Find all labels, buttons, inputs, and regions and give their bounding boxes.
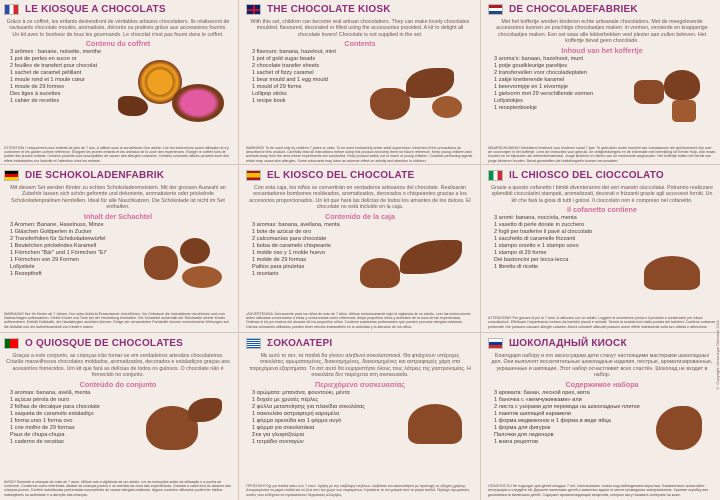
list-item: 1 sacchetto di caramelle frizzanti <box>494 236 576 243</box>
list-item: 1 Gläschen Goldperlen in Zucker <box>10 228 92 235</box>
contents-heading: Contenido de la caja <box>325 211 395 221</box>
contents-heading: Содержимое набора <box>565 379 639 389</box>
list-item: 1 stampo di 29 forme <box>494 250 547 257</box>
panel-german <box>0 166 236 330</box>
chocolate-illustration <box>634 70 714 126</box>
contents-heading: Contenu du coffret <box>85 39 151 49</box>
list-item: 1 книга рецептов <box>494 438 538 445</box>
safety-warning: ΠΡΟΣΟΧΗ! Όχι για παιδιά κάτω των 7 ετών. Χρήση με την επίβλεψη ενηλίκων. Διαβάστε και ακολουθήστε με προσοχή τις οδηγίες χρήσης. Απομακρύνετε τα μικρά παιδιά και τα ζώα από τον χώρο των πειραμάτων. Κρατήστε το σετ μακριά από τα μικρά παιδιά. Περιέχει αρωματικές ουσίες που ενδέχεται να προκαλέσουν δερματικές αλλεργίες. <box>246 484 470 497</box>
list-item: 1 recipe book <box>252 98 286 105</box>
panel-dutch <box>484 0 720 164</box>
panel-spanish <box>242 166 478 330</box>
list-item: 3 αρώματα: μπανάνα, φουντούκι, μέντα <box>252 389 350 396</box>
safety-warning: WARNUNG! Nur für Kinder ab 7 Jahren. Nur unter Aufsicht Erwachsener durchführen. Vor Gebrauch die Instruktionen durchlesen und zum Nachschlagen aufbewahren. Kleine Kinder und Tiere bei der Herstellung fernhalten. Die Schachtel außerhalb der Reichweite kleiner Kinder aufbewahren. Enthält Duftstoffe, die Hautallergien auslösen können. Einige der verwendeten Farbstoffe können unerwünschte Wirkungen auf die Aktivität und die Aufmerksamkeit von Kindern haben. <box>4 311 229 329</box>
list-item: 1 φόρμα αρκούδα και 1 φόρμα αυγό <box>252 417 342 424</box>
list-item: 3 aromi: banana, nocciola, menta <box>494 215 577 222</box>
safety-warning: ¡ADVERTENCIA! Únicamente para los niños de más de 7 años. Utilizar exclusivamente bajo la vigilancia de un adulto. Leer las instrucciones antes utilizadas conformarse a éstas y conservarlas como referencia. Alejar pequeños niños y animales de la zona de las experiencias. Ordenar el kit por encima del alcance de los pequeños niños. Contiene sustancias perfumantes que pueden provocar alergias cutáneas. Ciertos colorantes utilizados pueden tener efectos indeseables en la actividad y la atención de los niños. <box>246 311 471 329</box>
germany-flag-icon <box>4 170 19 181</box>
list-item: 2 φύλλα μεταποίησης για πλακίδια σοκολάτας <box>252 403 365 410</box>
list-item: 1 пакетик шипящей карамели <box>494 410 571 417</box>
netherlands-flag-icon <box>488 4 503 15</box>
list-item: 1 vasetto di perle dorate in zucchero <box>494 222 585 229</box>
france-flag-icon <box>4 4 19 15</box>
panel-intro: Graças a este conjunto, as crianças irão tornar-se em verdadeiros artesãos chocolateiros. Criarão maravilhosos chocolates moldados, aromatizados, decorados e estaladiços graças aos acessórios fornecidos. Um kit que fará as delícias de todos os gulosos. O chocolate não é fornecido no conjunto. <box>6 353 230 379</box>
list-item: 1 stampo orsetto e 1 stampo uovo <box>494 243 579 250</box>
chocolate-illustration <box>140 236 230 296</box>
list-item: 1 beervormpje en 1 eivormpje <box>494 83 568 90</box>
panel-title: ШОКОЛАДНЫЙ КИОСК <box>509 338 627 349</box>
list-item: 2 transfervellen voor chocoladeplaten <box>494 69 587 76</box>
list-item: Des tiges à sucettes <box>10 91 61 98</box>
panel-portuguese <box>0 334 236 498</box>
list-item: 1 Beutelchen prickelndes Karamell <box>10 242 97 249</box>
panel-intro: Благодаря набору и его аксессуарам дети станут настоящими мастерами шоколадных дел. Они выполнят восхитительные шоколадные изделия, пестрые, ароматизированные, украшенные и шипящие. Этот набор осчастливит всех сластён. Шоколад не входит в набор. <box>491 353 713 379</box>
list-item: 3 аромата: банан, лесной орех, мята <box>494 389 590 396</box>
list-item: 2 feuilles de transfert pour chocolat <box>10 63 98 70</box>
panel-russian <box>484 334 720 498</box>
list-item: 1 molde oso y 1 molde huevo <box>252 249 326 256</box>
panel-title: ΣΟΚΟΛΑΤΕΡΙ <box>267 338 333 349</box>
list-item: Lollystokjes <box>494 97 523 104</box>
uk-flag-icon <box>246 4 261 15</box>
list-item: 2 fogli per trasferire il pavé al cioccolato <box>494 229 593 236</box>
row-divider <box>0 332 720 333</box>
list-item: 1 Rezeptheft <box>10 270 42 277</box>
list-item: Dei bastoncini per lecca-lecca <box>494 257 569 264</box>
list-item: 1 saqueta de caramelo estaladiço <box>10 410 94 417</box>
list-item: 1 zakje knetterende karamel <box>494 76 565 83</box>
list-item: 1 Förmchen "Bär" und 1 Förmchen "Ei" <box>10 249 107 256</box>
panel-intro: With this set, children can become real artisan chocolatiers. They can make lovely chocolates moulded, flavoured, decorated or filled using the accessories provided. A kit to delight all chocolate lovers! Chocolate is not supplied in the set. <box>250 19 470 38</box>
list-item: 1 moule de 29 formes <box>10 84 65 91</box>
contents-heading: Inhoud van het koffertje <box>561 45 643 55</box>
chocolate-illustration <box>360 240 470 294</box>
chocolate-illustration <box>402 400 472 454</box>
list-item: Paus de chupa-chupa <box>10 431 65 438</box>
contents-heading: Inhalt der Schachtel <box>83 211 153 221</box>
list-item: 1 pot of gold sugar beads <box>252 56 316 63</box>
list-item: 1 δοχείο με χρυσές πέρλες <box>252 396 319 403</box>
russia-flag-icon <box>488 338 503 349</box>
column-divider <box>238 0 239 500</box>
panel-title: O QUIOSQUE DE CHOCOLATES <box>25 338 183 349</box>
list-item: 1 sachet of fizzy caramel <box>252 70 314 77</box>
list-item: 1 bear mould and 1 egg mould <box>252 77 328 84</box>
panel-intro: Grazie a questo cofanetto i bimbi diventeranno dei veri maestri cioccolatai. Potranno realizzare splendidi cioccolatini stampati, aromatizzati, decorati o frizzanti grazie agli accessori forniti. Un kit che farà la gioia di tutti i golosi. Il cioccolato non è compreso nel cofanetto. <box>491 185 713 204</box>
panel-french <box>0 0 236 164</box>
list-item: 1 mould of 29 forms <box>252 84 302 91</box>
list-item: 3 aroma's: banaan, hazelnoot, munt <box>494 55 584 62</box>
list-item: Στικ για γλειφιτζούρια <box>252 431 305 438</box>
list-item: 1 caderno de receitas <box>10 438 64 445</box>
list-item: Палочки для леденцов <box>494 431 554 438</box>
portugal-flag-icon <box>4 338 19 349</box>
list-item: 1 σακουλάκι αστραφτερή καραμέλα <box>252 410 340 417</box>
row-divider <box>0 164 720 165</box>
list-item: 1 gietvorm met 29 verschillende vormen <box>494 90 594 97</box>
list-item: 1 Förmchen von 29 Formen <box>10 256 80 263</box>
safety-warning: ATTENZIONE! Per giovani di più di 7 anni. A utilizzare con un adulto. Leggere le avvertenze prima e il prodotto e conservarle per future consultazioni. Effettuare l'esperimento lontano da bambini piccoli e animali. Tenere la scatola fuori dalla portata dei bambini. Contiene sostanze profumate che possono causare allergie cutanee. Alcuni coloranti utilizzati possono avere effetti indesiderati sulla loro attività e attenzione. <box>488 316 716 329</box>
list-item: 1 forma urso 1 forma ovo <box>10 417 73 424</box>
panel-intro: Mit diesem Set werden Kinder zu echten Schokoladenmeistern. Mit der grossen Auswahl an Zubehör lassen sich schön geformte und dekorierte, aromatisierte oder prickelnde Schokoladenpralinen herstellen. Ideal für alle Naschkatzen. Die Schokolade ist nicht im Set enthalten. <box>10 185 226 211</box>
list-item: 2 Transferfolien für Schokoladenwürfel <box>10 235 106 242</box>
list-item: 1 форма медвежонок и 1 форма в виде яйца <box>494 417 611 424</box>
list-item: 1 recetario <box>252 270 279 277</box>
list-item: 3 Aromen: Banane, Haselnuss, Minze <box>10 221 104 228</box>
list-item: 1 potje goudkleurige pareltjes <box>494 62 568 69</box>
list-item: 1 форма для фигурок <box>494 424 551 431</box>
panel-title: IL CHIOSCO DEL CIOCCOLATO <box>509 170 664 181</box>
list-item: Lollipop sticks <box>252 91 287 98</box>
panel-title: DE CHOCOLADEFABRIEK <box>509 4 638 15</box>
list-item: 1 pot de perles en sucre or <box>10 56 77 63</box>
panel-greek <box>242 334 478 498</box>
chocolate-illustration <box>634 252 714 296</box>
list-item: 1 баночка с «жемчужинками» или <box>494 396 582 403</box>
list-item: 3 aromas: banana, avellana, menta <box>252 221 340 228</box>
list-item: 2 листа с узорами для перевода на шоколадные плитки <box>494 403 640 410</box>
panel-title: EL KIOSCO DEL CHOCOLATE <box>267 170 415 181</box>
spain-flag-icon <box>246 170 261 181</box>
chocolate-illustration <box>118 56 228 126</box>
contents-heading: Conteúdo do conjunto <box>79 379 157 389</box>
chocolate-illustration <box>652 400 708 460</box>
list-item: 3 aromas: banana, avelã, menta <box>10 389 91 396</box>
safety-warning: WAARSCHUWING! Uitsluitend bestemd voor kinderen vanaf 7 jaar. Te gebruiken onder toezicht van volwassenen die geïnformeerd zijn over de voorzorgen in het koffertje. Lees de instructies voor gebruik, de veiligheidsregels en de informatie met betrekking tot Eerste Hulp, zich eraan houden en ze bijhouden als referentiemateriaal. Jonge kinderen en dieren van de werkruimte weghouden. Het koffertje buiten het bereik van jonge kinderen houden. Bevat geurstoffen die huidallergieën kunnen veroorzaken. <box>488 145 716 163</box>
greece-flag-icon <box>246 338 261 349</box>
panel-intro: Met het koffertje worden kinderen echte artisanale chocolatiers. Met de meegeleverde accessoires kunnen ze prachtige chocolaatjes maken: in vormen, versierde en knapperige chocolaatjes maken. Een set waar alle lekkerbekken veel plezier aan zullen beleven. Het koffertje bevat geen chocolade. <box>496 19 708 45</box>
list-item: 2 folhas de decalque para chocolate <box>10 403 100 410</box>
list-item: Palitos para piruletas <box>252 263 305 270</box>
list-item: 1 libretto di ricette <box>494 264 539 271</box>
safety-warning: AVISO! Somente a crianças de mais de 7 anos. Utilizar sob a vigilância de um adulto. Ler as instruções antes da utilização e a ponha-se conforme. Conservar como referência. Afastar as crianças jovens e os animais da zona das experiências. Guardar a caixa fora do alcance das crianças jovens. Contém substâncias perfumadas susceptíveis de causar alergias cutâneas. Alguns corantes utilizados podem ter efeitos indesejáveis na actividade e a atenção das crianças. <box>4 479 231 497</box>
italy-flag-icon <box>488 170 503 181</box>
panel-english <box>242 0 478 164</box>
list-item: 1 cahier de recettes <box>10 98 60 105</box>
contents-heading: Contents <box>344 39 376 49</box>
list-item: 1 receptenboekje <box>494 104 537 111</box>
list-item: 1 bolsa de caramelo chispeante <box>252 242 331 249</box>
panel-title: DIE SCHOKOLADENFABRIK <box>25 170 165 181</box>
safety-warning: ATTENTION ! Uniquement pour enfants de plus de 7 ans. A utiliser sous la surveillance d'un adulte. Lire les instructions avant utilisation et s'y conformer et les garder comme référence. Éloigner les jeunes enfants et les animaux de la zone des expériences. Ranger le coffret hors de portée des jeunes enfants. Certains produits sont susceptibles de causer des allergies cutanées. Certains colorants utilisés peuvent avoir des effets indésirables sur l'activité et l'attention chez les enfants. <box>4 145 229 163</box>
copyright-notice: © Copyright Vérronique Debroise 2011 <box>715 320 720 391</box>
list-item: 1 moule rond et 1 moule cœur <box>10 77 85 84</box>
list-item: 3 arômes : banane, noisette, menthe <box>10 49 102 56</box>
safety-warning: WARNING! To be used only by children 7 years or older. To be used exclusively under adult supervision, informed of the precautions as described in this product. Carefully read all instructions before using this product and keep them for future reference. Keep young children and animals away from the area where experiments are conducted. Keep product safely out of reach of young children. Contains perfuming agents which may cause skin allergies. Some colourants may have an adverse effect on activity and attention in children. <box>246 145 473 163</box>
panel-intro: Con esta caja, los niños se convertirán en verdaderos artesanos del chocolate. Realizarán encantadores bombones moldeados, aromatizados, decorados o chispeantes gracias a los accesorios proporcionados. Un kit que hará las delicias de todos los amantes de los dulces. El chocolate no está incluido en la caja. <box>249 185 471 211</box>
list-item: 1 molde de 29 formas <box>252 256 307 263</box>
list-item: 3 flavours: banana, hazelnut, mint <box>252 49 336 56</box>
panel-intro: Με αυτό το σετ, τα παιδιά θα γίνουν αληθινοί σοκολατοποιοί. Θα φτιάχνουν υπέροχες σοκολάτες αρωματισμένες, διακοσμημένες, διακοσμημένες και αστραφτερές χάρη στα παρεχόμενα εξαρτήματα. Το σετ αυτό θα ευχαριστήσει όλους τους λάτρεις της γαστρονομίας. Η σοκολάτα δεν παρέχεται στη συσκευασία. <box>249 353 471 379</box>
list-item: 1 φόρμα για σοκολατάκια <box>252 424 315 431</box>
chocolate-illustration <box>370 62 470 128</box>
panel-title: LE KIOSQUE A CHOCOLATS <box>25 4 166 15</box>
panel-title: THE CHOCOLATE KIOSK <box>267 4 391 15</box>
list-item: 2 chocolate transfer sheets <box>252 63 320 70</box>
list-item: 1 crie molho de 29 formas <box>10 424 75 431</box>
panel-intro: Grâce à ce coffret, les enfants deviendront de véritables artisans chocolatiers. Ils réaliseront de ravissants chocolats moulés, aromatisés, décorés ou pralinés grâce aux accessoires fournis. Un kit avec le bonheur de tous les gourmands. Le chocolat n'est pas fourni dans le coffret. <box>6 19 230 38</box>
contents-heading: Il cofanetto contiene <box>567 205 637 215</box>
column-divider <box>480 0 481 500</box>
contents-heading: Περιεχόμενο συσκευασίας <box>314 379 406 389</box>
panel-italian <box>484 166 720 330</box>
list-item: 1 sachet de caramel pétillant <box>10 70 82 77</box>
list-item: 1 bote de azúcar de oro <box>252 228 312 235</box>
chocolate-illustration <box>140 398 230 458</box>
list-item: 2 calcomanías para chocolate <box>252 235 327 242</box>
safety-warning: ОПАСНОСТЬ! Не подходит для детей младше 7 лет. Использовать только под наблюдением взрослых. Внимательно прочитайте инструкцию и следуйте ей. Держите маленьких детей и животных вдали от места проведения экспериментов. Храните коробку вне досягаемости маленьких детей. Содержит ароматизирующие вещества, которые могут вызвать аллергию на коже. <box>488 484 709 497</box>
list-item: 1 τετράδιο συνταγών <box>252 438 304 445</box>
list-item: Lollystiele <box>10 263 35 270</box>
list-item: 1 açúcar pérola de ouro <box>10 396 70 403</box>
